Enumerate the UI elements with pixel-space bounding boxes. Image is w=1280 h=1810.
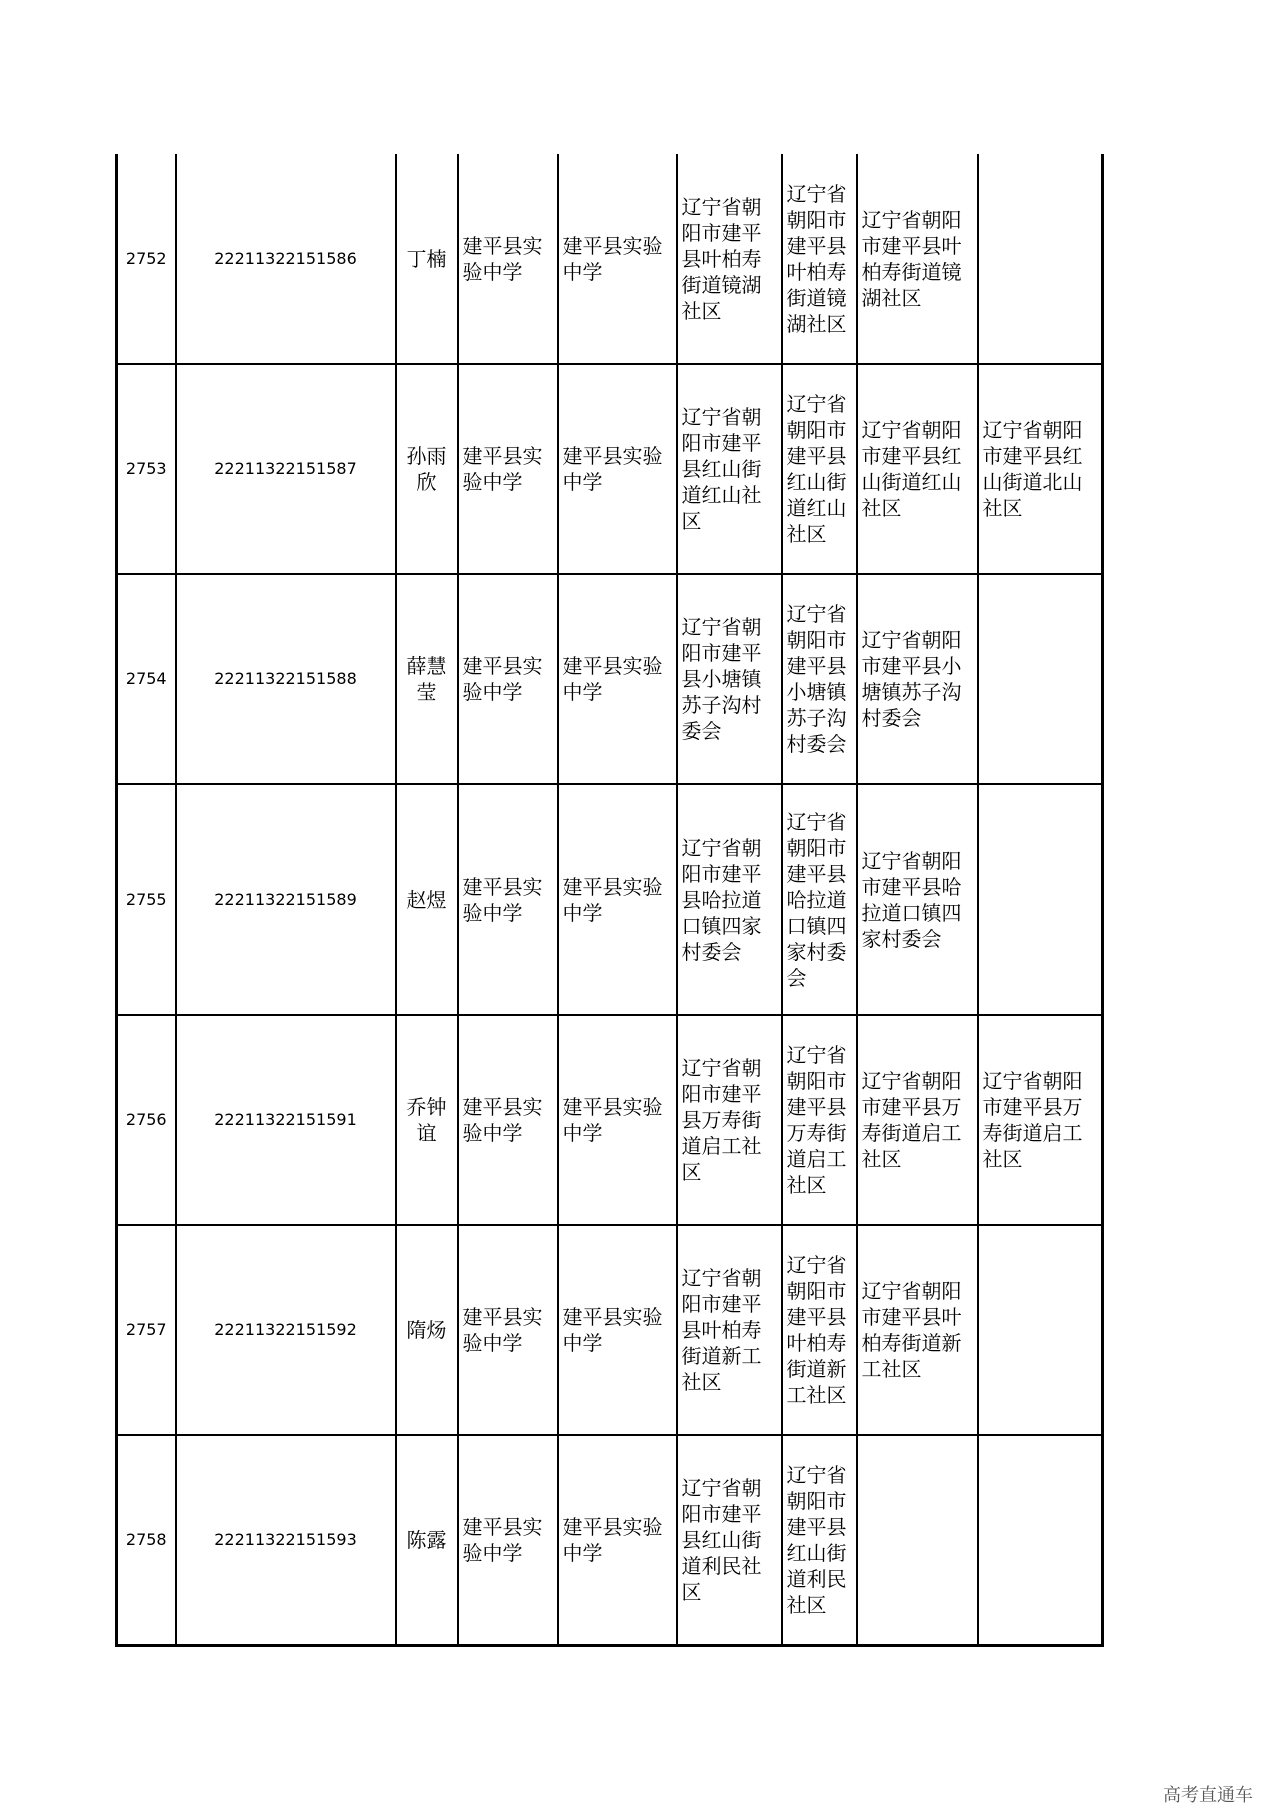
cell-address-3: 辽宁省朝阳市建平县红山街道红山社区	[857, 364, 978, 574]
cell-school-2: 建平县实验中学	[558, 364, 677, 574]
cell-address-2: 辽宁省朝阳市建平县小塘镇苏子沟村委会	[782, 574, 857, 784]
cell-address-2: 辽宁省朝阳市建平县红山街道利民社区	[782, 1435, 857, 1645]
cell-address-4: 辽宁省朝阳市建平县红山街道北山社区	[978, 364, 1103, 574]
cell-address-2: 辽宁省朝阳市建平县叶柏寿街道新工社区	[782, 1225, 857, 1435]
cell-school: 建平县实验中学	[458, 1015, 558, 1225]
cell-school: 建平县实验中学	[458, 1435, 558, 1645]
table-row	[117, 154, 1103, 364]
cell-name: 孙雨欣	[396, 364, 458, 574]
cell-address-1: 辽宁省朝阳市建平县小塘镇苏子沟村委会	[677, 574, 782, 784]
cell-school: 建平县实验中学	[458, 1225, 558, 1435]
cell-address-3: 辽宁省朝阳市建平县叶柏寿街道镜湖社区	[857, 154, 978, 364]
table-row	[117, 1225, 1103, 1435]
cell-address-2: 辽宁省朝阳市建平县万寿街道启工社区	[782, 1015, 857, 1225]
table-row	[117, 784, 1103, 1015]
cell-id: 22211322151592	[176, 1225, 396, 1435]
table-row	[117, 364, 1103, 574]
cell-address-3	[857, 1435, 978, 1645]
cell-school-2: 建平县实验中学	[558, 1225, 677, 1435]
cell-address-2: 辽宁省朝阳市建平县叶柏寿街道镜湖社区	[782, 154, 857, 364]
cell-school-2: 建平县实验中学	[558, 1015, 677, 1225]
cell-number: 2758	[117, 1435, 176, 1645]
cell-address-1: 辽宁省朝阳市建平县叶柏寿街道镜湖社区	[677, 154, 782, 364]
cell-address-4	[978, 154, 1103, 364]
cell-name: 赵煜	[396, 784, 458, 1015]
table-row	[117, 574, 1103, 784]
cell-address-4	[978, 784, 1103, 1015]
cell-address-3: 辽宁省朝阳市建平县叶柏寿街道新工社区	[857, 1225, 978, 1435]
cell-address-2: 辽宁省朝阳市建平县哈拉道口镇四家村委会	[782, 784, 857, 1015]
cell-address-4	[978, 1435, 1103, 1645]
cell-school-2: 建平县实验中学	[558, 154, 677, 364]
cell-address-4: 辽宁省朝阳市建平县万寿街道启工社区	[978, 1015, 1103, 1225]
cell-id: 22211322151589	[176, 784, 396, 1015]
cell-address-1: 辽宁省朝阳市建平县哈拉道口镇四家村委会	[677, 784, 782, 1015]
cell-id: 22211322151591	[176, 1015, 396, 1225]
roster-table	[115, 154, 1104, 1647]
cell-address-4	[978, 574, 1103, 784]
cell-school: 建平县实验中学	[458, 364, 558, 574]
cell-address-1: 辽宁省朝阳市建平县叶柏寿街道新工社区	[677, 1225, 782, 1435]
cell-number: 2755	[117, 784, 176, 1015]
cell-school-2: 建平县实验中学	[558, 1435, 677, 1645]
cell-school-2: 建平县实验中学	[558, 574, 677, 784]
cell-school: 建平县实验中学	[458, 784, 558, 1015]
cell-address-3: 辽宁省朝阳市建平县哈拉道口镇四家村委会	[857, 784, 978, 1015]
cell-id: 22211322151588	[176, 574, 396, 784]
cell-address-1: 辽宁省朝阳市建平县红山街道红山社区	[677, 364, 782, 574]
cell-id: 22211322151586	[176, 154, 396, 364]
cell-address-3: 辽宁省朝阳市建平县小塘镇苏子沟村委会	[857, 574, 978, 784]
cell-name: 隋炀	[396, 1225, 458, 1435]
cell-number: 2756	[117, 1015, 176, 1225]
cell-id: 22211322151593	[176, 1435, 396, 1645]
cell-number: 2753	[117, 364, 176, 574]
cell-address-1: 辽宁省朝阳市建平县万寿街道启工社区	[677, 1015, 782, 1225]
cell-name: 薛慧莹	[396, 574, 458, 784]
cell-number: 2752	[117, 154, 176, 364]
cell-name: 丁楠	[396, 154, 458, 364]
cell-name: 乔钟谊	[396, 1015, 458, 1225]
cell-number: 2754	[117, 574, 176, 784]
cell-name: 陈露	[396, 1435, 458, 1645]
cell-school: 建平县实验中学	[458, 154, 558, 364]
cell-address-3: 辽宁省朝阳市建平县万寿街道启工社区	[857, 1015, 978, 1225]
cell-address-4	[978, 1225, 1103, 1435]
table-row	[117, 1015, 1103, 1225]
cell-address-2: 辽宁省朝阳市建平县红山街道红山社区	[782, 364, 857, 574]
cell-address-1: 辽宁省朝阳市建平县红山街道利民社区	[677, 1435, 782, 1645]
cell-id: 22211322151587	[176, 364, 396, 574]
cell-number: 2757	[117, 1225, 176, 1435]
cell-school: 建平县实验中学	[458, 574, 558, 784]
cell-school-2: 建平县实验中学	[558, 784, 677, 1015]
watermark-text: 高考直通车	[1163, 1785, 1253, 1806]
table-row	[117, 1435, 1103, 1645]
